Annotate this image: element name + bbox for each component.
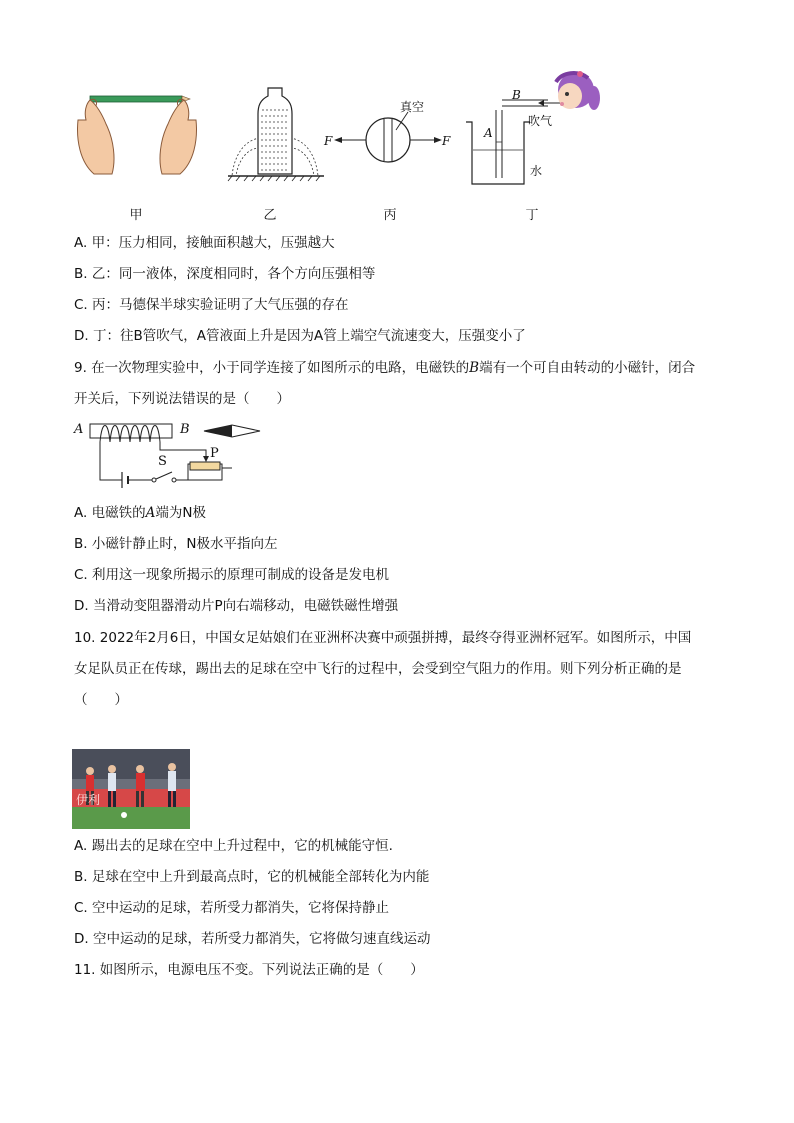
q10-stem-line2: 女足队员正在传球，踢出去的足球在空中飞行的过程中，会受到空气阻力的作用。则下列分析正确的是 xyxy=(74,661,682,677)
q11-stem: 11. 如图所示，电源电压不变。下列说法正确的是（ ） xyxy=(74,962,424,978)
q10-stem-line1: 10. 2022年2月6日，中国女足姑娘们在亚洲杯决赛中顽强拼搏，最终夺得亚洲杯冠军。如图所示，中国 xyxy=(74,630,692,646)
q9-stem-line1: 9. 在一次物理实验中，小于同学连接了如图所示的电路，电磁铁的B端有一个可自由转动的小磁针，闭合 xyxy=(74,360,696,376)
label-slider-p: P xyxy=(210,446,219,461)
q10-option-a: A. 踢出去的足球在空中上升过程中，它的机械能守恒. xyxy=(74,838,393,854)
figure-jia-hands-pencil xyxy=(72,90,202,180)
q10-option-d: D. 空中运动的足球，若所受力都消失，它将做匀速直线运动 xyxy=(74,931,431,947)
q8-option-b: B. 乙：同一液体，深度相同时，各个方向压强相等 xyxy=(74,266,376,282)
label-water: 水 xyxy=(530,164,543,178)
q8-option-a: A. 甲：压力相同，接触面积越大，压强越大 xyxy=(74,235,335,251)
q9-circuit-diagram xyxy=(72,418,272,498)
q9-option-a: A. 电磁铁的A端为N极 xyxy=(74,505,206,521)
figure-ding-blowing-beaker xyxy=(458,66,608,190)
q8-option-d: D. 丁：往B管吹气，A管液面上升是因为A管上端空气流速变大，压强变小了 xyxy=(74,328,526,344)
q9-option-b: B. 小磁针静止时，N极水平指向左 xyxy=(74,536,278,552)
q10-option-b: B. 足球在空中上升到最高点时，它的机械能全部转化为内能 xyxy=(74,869,430,885)
q9-option-d: D. 当滑动变阻器滑动片P向右端移动，电磁铁磁性增强 xyxy=(74,598,399,614)
caption-jia: 甲 xyxy=(129,208,143,223)
q9-stem-line2: 开关后，下列说法错误的是（ ） xyxy=(74,391,290,407)
caption-bing: 丙 xyxy=(383,208,397,223)
label-force-left: F xyxy=(324,134,333,148)
label-switch-s: S xyxy=(158,454,167,469)
label-coil-b: B xyxy=(180,422,190,437)
label-tube-a: A xyxy=(484,126,493,140)
caption-ding: 丁 xyxy=(525,208,539,223)
label-coil-a: A xyxy=(74,422,84,437)
q10-stem-line3: （ ） xyxy=(74,692,128,708)
figure-bing-magdeburg xyxy=(318,94,458,174)
label-vacuum: 真空 xyxy=(400,100,425,114)
label-blow: 吹气 xyxy=(528,114,553,128)
figure-yi-water-bottle xyxy=(226,86,326,182)
label-force-right: F xyxy=(442,134,451,148)
photo-banner-text: 伊利 xyxy=(76,793,101,807)
q10-option-c: C. 空中运动的足球，若所受力都消失，它将保持静止 xyxy=(74,900,390,916)
q10-football-photo xyxy=(72,749,190,829)
q9-option-c: C. 利用这一现象所揭示的原理可制成的设备是发电机 xyxy=(74,567,390,583)
q8-option-c: C. 丙：马德保半球实验证明了大气压强的存在 xyxy=(74,297,349,313)
caption-yi: 乙 xyxy=(263,208,277,223)
label-tube-b: B xyxy=(512,88,521,102)
